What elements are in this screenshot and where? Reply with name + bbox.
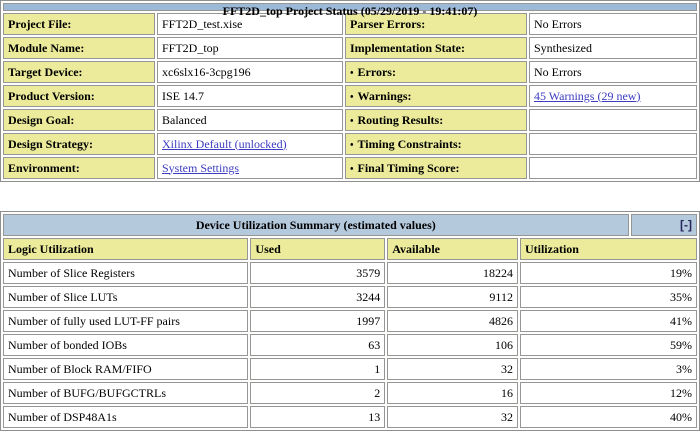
- row-used: 13: [250, 406, 385, 428]
- environment-label: Environment:: [3, 157, 155, 179]
- product-version-label: Product Version:: [3, 85, 155, 107]
- row-available: 18224: [387, 262, 518, 284]
- timing-constraints-value: [529, 133, 697, 155]
- device-utilization-title-row: [3, 214, 697, 236]
- project-status-title-bar: [3, 3, 697, 18]
- project-file-value: FFT2D_test.xise: [157, 13, 343, 35]
- row-available: 9112: [387, 286, 518, 308]
- row-utilization: 19%: [520, 262, 697, 284]
- row-used: 3579: [250, 262, 385, 284]
- final-timing-score-label: • Final Timing Score:: [345, 157, 527, 179]
- design-goal-label: Design Goal:: [3, 109, 155, 131]
- row-available: 4826: [387, 310, 518, 332]
- table-row: [3, 61, 697, 83]
- device-utilization-header-row: [3, 238, 697, 260]
- product-version-value: ISE 14.7: [157, 85, 343, 107]
- project-status-title-row: [3, 3, 697, 11]
- row-available: 106: [387, 334, 518, 356]
- table-row: [3, 310, 697, 332]
- column-header-logic-utilization: Logic Utilization: [3, 238, 248, 260]
- row-used: 2: [250, 382, 385, 404]
- row-utilization: 12%: [520, 382, 697, 404]
- module-name-label: Module Name:: [3, 37, 155, 59]
- table-row: [3, 406, 697, 428]
- row-name: Number of BUFG/BUFGCTRLs: [3, 382, 248, 404]
- design-strategy-link[interactable]: Xilinx Default (unlocked): [162, 136, 287, 151]
- row-utilization: 40%: [520, 406, 697, 428]
- row-utilization: 41%: [520, 310, 697, 332]
- row-name: Number of bonded IOBs: [3, 334, 248, 356]
- row-name: Number of Slice Registers: [3, 262, 248, 284]
- bullet-icon: •: [350, 91, 354, 103]
- warnings-link[interactable]: 45 Warnings (29 new): [534, 88, 641, 103]
- column-header-available: Available: [387, 238, 518, 260]
- column-header-utilization: Utilization: [520, 238, 697, 260]
- device-utilization-title: Device Utilization Summary (estimated values): [3, 214, 629, 236]
- warnings-label: • Warnings:: [345, 85, 527, 107]
- parser-errors-value: No Errors: [529, 13, 697, 35]
- design-goal-value: Balanced: [157, 109, 343, 131]
- bullet-icon: •: [350, 163, 354, 175]
- errors-value: No Errors: [529, 61, 697, 83]
- table-row: [3, 334, 697, 356]
- table-row: [3, 109, 697, 131]
- timing-constraints-label: • Timing Constraints:: [345, 133, 527, 155]
- row-name: Number of DSP48A1s: [3, 406, 248, 428]
- row-available: 16: [387, 382, 518, 404]
- collapse-button[interactable]: [-]: [680, 217, 692, 232]
- row-used: 1997: [250, 310, 385, 332]
- design-strategy-label: Design Strategy:: [3, 133, 155, 155]
- bullet-icon: •: [350, 67, 354, 79]
- row-name: Number of Slice LUTs: [3, 286, 248, 308]
- table-row: [3, 262, 697, 284]
- project-status-table: [0, 0, 700, 182]
- errors-label: • Errors:: [345, 61, 527, 83]
- row-name: Number of Block RAM/FIFO: [3, 358, 248, 380]
- row-available: 32: [387, 406, 518, 428]
- target-device-value: xc6slx16-3cpg196: [157, 61, 343, 83]
- routing-results-label: • Routing Results:: [345, 109, 527, 131]
- table-row: [3, 133, 697, 155]
- table-row: [3, 85, 697, 107]
- row-used: 63: [250, 334, 385, 356]
- final-timing-score-value: [529, 157, 697, 179]
- project-file-label: Project File:: [3, 13, 155, 35]
- table-row: [3, 382, 697, 404]
- implementation-state-value: Synthesized: [529, 37, 697, 59]
- table-row: [3, 13, 697, 35]
- device-utilization-table: [0, 211, 700, 431]
- implementation-state-label: Implementation State:: [345, 37, 527, 59]
- parser-errors-label: Parser Errors:: [345, 13, 527, 35]
- table-row: [3, 37, 697, 59]
- row-available: 32: [387, 358, 518, 380]
- table-row: [3, 286, 697, 308]
- table-row: [3, 157, 697, 179]
- row-used: 3244: [250, 286, 385, 308]
- row-utilization: 59%: [520, 334, 697, 356]
- row-utilization: 3%: [520, 358, 697, 380]
- module-name-value: FFT2D_top: [157, 37, 343, 59]
- target-device-label: Target Device:: [3, 61, 155, 83]
- bullet-icon: •: [350, 139, 354, 151]
- environment-link[interactable]: System Settings: [162, 160, 240, 175]
- row-utilization: 35%: [520, 286, 697, 308]
- table-row: [3, 358, 697, 380]
- row-used: 1: [250, 358, 385, 380]
- routing-results-value: [529, 109, 697, 131]
- row-name: Number of fully used LUT-FF pairs: [3, 310, 248, 332]
- column-header-used: Used: [250, 238, 385, 260]
- bullet-icon: •: [350, 115, 354, 127]
- project-status-title: FFT2D_top Project Status (05/29/2019 - 19:41:07): [222, 4, 478, 18]
